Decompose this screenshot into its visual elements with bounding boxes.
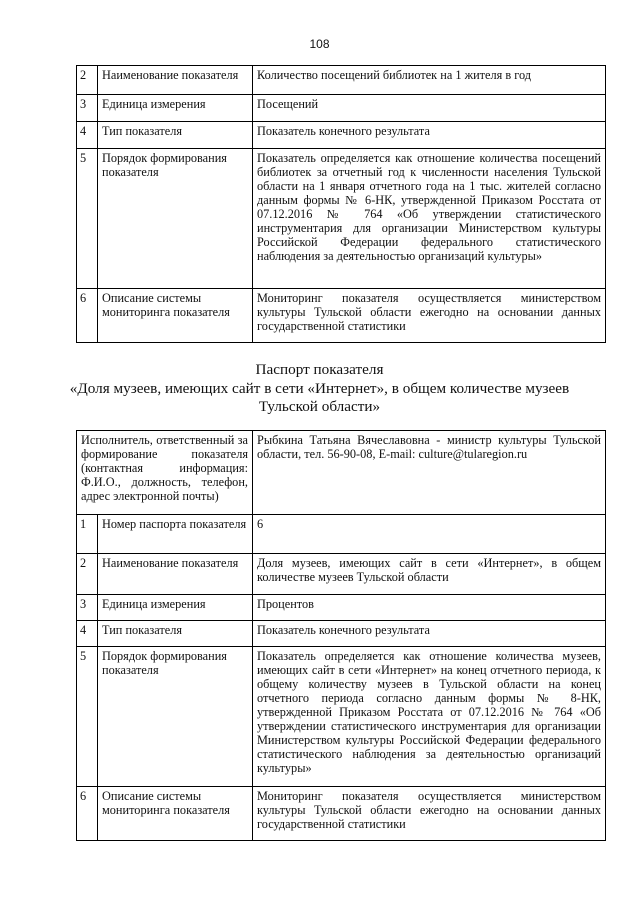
row-label: Описание системы мониторинга показателя bbox=[98, 787, 253, 841]
row-number: 1 bbox=[77, 515, 98, 554]
table-row bbox=[77, 149, 606, 289]
table-row bbox=[77, 621, 606, 647]
table-row bbox=[77, 515, 606, 554]
passport-title-line: Паспорт показателя bbox=[255, 361, 384, 378]
row-value: 6 bbox=[253, 515, 606, 554]
row-number: 4 bbox=[77, 621, 98, 647]
row-number: 6 bbox=[77, 289, 98, 343]
row-label: Тип показателя bbox=[98, 621, 253, 647]
passport-table bbox=[76, 430, 606, 841]
row-value: Показатель определяется как отношение количества посещений библиотек за отчетный год к численности населения Тульской области на 1 января отчетного года на 1 тыс. жителей согласно данным формы № 6-НК, утвержденной Приказом Росстата от 07.12.2016 № 764 «Об утверждении статистического инструментария для организации Министерством культуры Российской Федерации федерального статистического наблюдения за деятельностью организаций культуры» bbox=[253, 149, 606, 289]
row-number: 5 bbox=[77, 647, 98, 787]
table-row bbox=[77, 647, 606, 787]
row-number: 4 bbox=[77, 122, 98, 149]
passport-title-line: «Доля музеев, имеющих сайт в сети «Интернет», в общем количестве музеев bbox=[69, 379, 570, 397]
row-number: 5 bbox=[77, 149, 98, 289]
page-number: 108 bbox=[309, 37, 330, 51]
passport-title bbox=[0, 361, 639, 417]
indicator-table-continued bbox=[76, 65, 606, 343]
row-value: Показатель конечного результата bbox=[253, 621, 606, 647]
row-number: 3 bbox=[77, 95, 98, 122]
row-label: Единица измерения bbox=[98, 595, 253, 621]
row-value: Количество посещений библиотек на 1 жителя в год bbox=[253, 66, 606, 95]
row-number: 2 bbox=[77, 66, 98, 95]
executor-row bbox=[77, 431, 606, 515]
row-value: Мониторинг показателя осуществляется министерством культуры Тульской области ежегодно на основании данных государственной статистики bbox=[253, 289, 606, 343]
table-row bbox=[77, 787, 606, 841]
row-value: Мониторинг показателя осуществляется министерством культуры Тульской области ежегодно на основании данных государственной статистики bbox=[253, 787, 606, 841]
table-row bbox=[77, 289, 606, 343]
executor-value: Рыбкина Татьяна Вячеславовна - министр культуры Тульской области, тел. 56-90-08, E-mail: culture@tularegion.ru bbox=[253, 431, 606, 515]
row-number: 3 bbox=[77, 595, 98, 621]
row-label: Описание системы мониторинга показателя bbox=[98, 289, 253, 343]
table-row bbox=[77, 95, 606, 122]
row-label: Наименование показателя bbox=[98, 66, 253, 95]
executor-label: Исполнитель, ответственный за формирование показателя (контактная информация: Ф.И.О., должность, телефон, адрес электронной почты) bbox=[77, 431, 253, 515]
row-value: Посещений bbox=[253, 95, 606, 122]
table-row bbox=[77, 122, 606, 149]
table-row bbox=[77, 554, 606, 595]
row-value: Показатель конечного результата bbox=[253, 122, 606, 149]
row-number: 6 bbox=[77, 787, 98, 841]
row-label: Порядок формирования показателя bbox=[98, 647, 253, 787]
passport-title-line: Тульской области» bbox=[258, 398, 381, 415]
row-number: 2 bbox=[77, 554, 98, 595]
table-row bbox=[77, 66, 606, 95]
row-label: Тип показателя bbox=[98, 122, 253, 149]
row-label: Порядок формирования показателя bbox=[98, 149, 253, 289]
row-value: Доля музеев, имеющих сайт в сети «Интернет», в общем количестве музеев Тульской области bbox=[253, 554, 606, 595]
table-row bbox=[77, 595, 606, 621]
row-value: Процентов bbox=[253, 595, 606, 621]
row-label: Номер паспорта показателя bbox=[98, 515, 253, 554]
row-label: Единица измерения bbox=[98, 95, 253, 122]
row-label: Наименование показателя bbox=[98, 554, 253, 595]
row-value: Показатель определяется как отношение количества музеев, имеющих сайт в сети «Интернет» на конец отчетного периода, к общему количеству музеев в Тульской области на конец отчетного периода согласно данным формы № 8-НК, утвержденной Приказом Росстата от 07.12.2016 № 764 «Об утверждении статистического инструментария для организации Министерством культуры Российской Федерации федерального статистического наблюдения за деятельностью организаций культуры» bbox=[253, 647, 606, 787]
